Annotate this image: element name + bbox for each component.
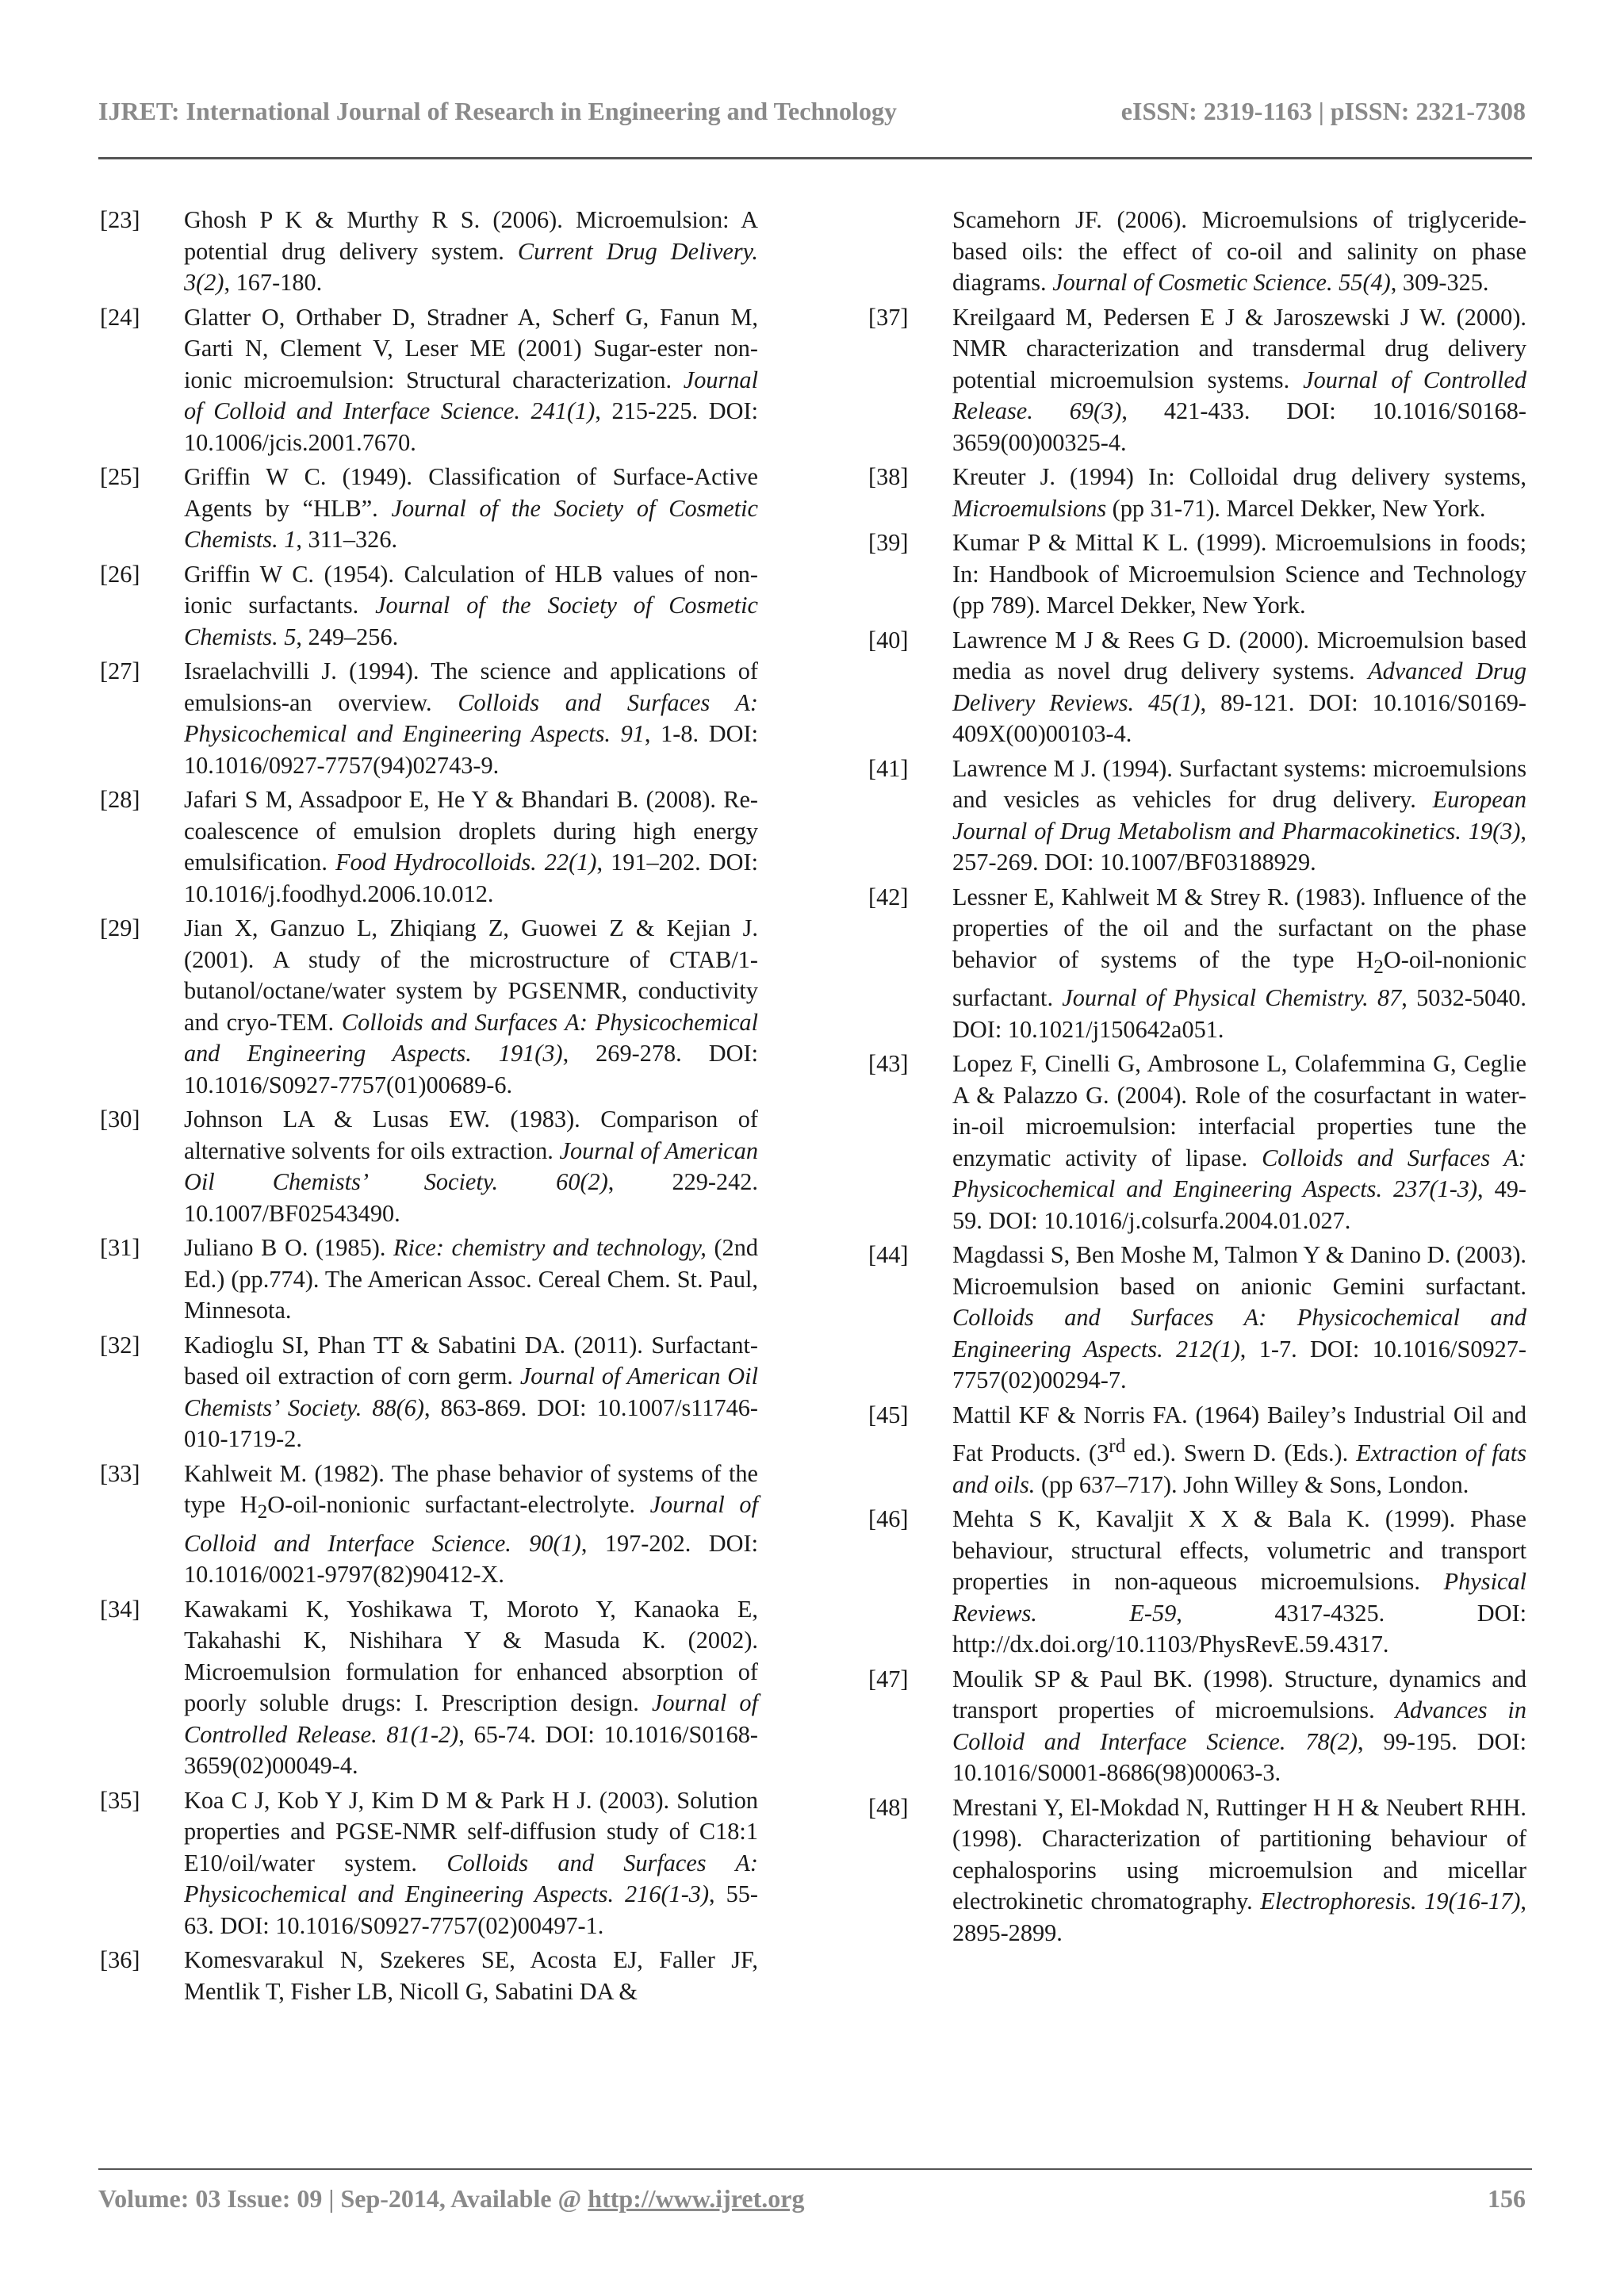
reference-36-continued: Scamehorn JF. (2006). Microemulsions of triglyceride-based oils: the effect of co-oil and salinity on phase diagrams. Journal of Cosmetic Science. 55(4), 309-325. bbox=[952, 206, 1526, 296]
reference-25: [25] Griffin W C. (1949). Classification of Surface-Active Agents by “HLB”. Journal of the Society of Cosmetic Chemists. 1, 311–326. bbox=[100, 463, 758, 553]
reference-24: [24] Glatter O, Orthaber D, Stradner A, Scherf G, Fanun M, Garti N, Clement V, Leser ME (2001) Sugar-ester non-ionic microemulsion: Structural characterization. Journal of Colloid and Interface Science. 241(1), 215-225. DOI: 10.1006/jcis.2001.7670. bbox=[100, 303, 758, 456]
reference-36: [36] Komesvarakul N, Szekeres SE, Acosta EJ, Faller JF, Mentlik T, Fisher LB, Nicoll G, Sabatini DA & bbox=[100, 1946, 758, 2005]
journal-title: IJRET: International Journal of Research in Engineering and Technology bbox=[98, 97, 897, 125]
reference-48: [48] Mrestani Y, El-Mokdad N, Ruttinger H H & Neubert RHH. (1998). Characterization of partitioning behaviour of cephalosporins using microemulsion and micellar electrokinetic chromatography. Electrophoresis. 19(16-17), 2895-2899. bbox=[868, 1793, 1526, 1946]
reference-27: [27] Israelachvilli J. (1994). The science and applications of emulsions-an overview. Colloids and Surfaces A: Physicochemical and Engineering Aspects. 91, 1-8. DOI: 10.1016/0927-7757(94)02743-9. bbox=[100, 657, 759, 779]
journal-link[interactable]: http://www.ijret.org bbox=[588, 2184, 805, 2213]
page-header bbox=[98, 97, 1526, 126]
reference-42: [42] Lessner E, Kahlweit M & Strey R. (1983). Influence of the properties of the oil and the surfactant on the phase behavior of systems of the type $H_2O-oil$-nonionic surfactant. Journal of Physical Chemistry. 87, 5032-5040. DOI: 10.1021/j150642a051. bbox=[868, 883, 1526, 1043]
reference-41: [41] Lawrence M J. (1994). Surfactant systems: microemulsions and vesicles as vehicles for drug delivery. European Journal of Drug Metabolism and Pharmacokinetics. 19(3), 257-269. DOI: 10.1007/BF03188929. bbox=[868, 754, 1526, 876]
page-number: 156 bbox=[1488, 2184, 1526, 2213]
reference-31: [31] Juliano B O. (1985). Rice: chemistry and technology, (2nd Ed.) (pp.774). The American Assoc. Cereal Chem. St. Paul, Minnesota. bbox=[100, 1234, 758, 1324]
header-rule bbox=[98, 157, 1532, 159]
reference-37: [37] Kreilgaard M, Pedersen E J & Jaroszewski J W. (2000). NMR characterization and transdermal drug delivery potential microemulsion systems. Journal of Controlled Release. 69(3), 421-433. DOI: 10.1016/S0168-3659(00)00325-4. bbox=[868, 303, 1527, 456]
reference-29: [29] Jian X, Ganzuo L, Zhiqiang Z, Guowei Z & Kejian J. (2001). A study of the microstructure of CTAB/1-butanol/octane/water system by PGSENMR, conductivity and cryo-TEM. Colloids and Surfaces A: Physicochemical and Engineering Aspects. 191(3), 269-278. DOI: 10.1016/S0927-7757(01)00689-6. bbox=[100, 914, 758, 1098]
reference-47: [47] Moulik SP & Paul BK. (1998). Structure, dynamics and transport properties of microemulsions. Advances in Colloid and Interface Science. 78(2), 99-195. DOI: 10.1016/S0001-8686(98)00063-3. bbox=[868, 1665, 1526, 1787]
reference-30: [30] Johnson LA & Lusas EW. (1983). Comparison of alternative solvents for oils extraction. Journal of American Oil Chemists’ Society. 60(2), 229-242. 10.1007/BF02543490. bbox=[100, 1106, 759, 1227]
reference-43: [43] Lopez F, Cinelli G, Ambrosone L, Colafemmina G, Ceglie A & Palazzo G. (2004). Role of the cosurfactant in water-in-oil microemulsion: interfacial properties tune the enzymatic activity of lipase. Colloids and Surfaces A: Physicochemical and Engineering Aspects. 237(1-3), 49-59. DOI: 10.1016/j.colsurfa.2004.01.027. bbox=[868, 1050, 1527, 1234]
issn: eISSN: 2319-1163 | pISSN: 2321-7308 bbox=[1120, 97, 1526, 125]
page-footer bbox=[98, 2184, 1526, 2214]
reference-40: [40] Lawrence M J & Rees G D. (2000). Microemulsion based media as novel drug delivery systems. Advanced Drug Delivery Reviews. 45(1), 89-121. DOI: 10.1016/S0169-409X(00)00103-4. bbox=[868, 626, 1526, 747]
reference-26: [26] Griffin W C. (1954). Calculation of HLB values of non-ionic surfactants. Journal of the Society of Cosmetic Chemists. 5, 249–256. bbox=[100, 560, 758, 650]
reference-23: [23] Ghosh P K & Murthy R S. (2006). Microemulsion: A potential drug delivery system. Current Drug Delivery. 3(2), 167-180. bbox=[100, 206, 759, 296]
reference-33: [33] Kahlweit M. (1982). The phase behavior of systems of the type $H_2O-oil$-nonionic surfactant-electrolyte. Journal of Colloid and Interface Science. 90(1), 197-202. DOI: 10.1016/0021-9797(82)90412-X. bbox=[100, 1459, 759, 1589]
reference-39: [39] Kumar P & Mittal K L. (1999). Microemulsions in foods; In: Handbook of Microemulsion Science and Technology (pp 789). Marcel Dekker, New York. bbox=[868, 529, 1526, 619]
right-column bbox=[868, 205, 1526, 1952]
reference-44: [44] Magdassi S, Ben Moshe M, Talmon Y & Danino D. (2003). Microemulsion based on anionic Gemini surfactant. Colloids and Surfaces A: Physicochemical and Engineering Aspects. 212(1), 1-7. DOI: 10.1016/S0927-7757(02)00294-7. bbox=[868, 1241, 1527, 1394]
reference-45: [45] Mattil KF & Norris FA. (1964) Bailey’s Industrial Oil and Fat Products. (3rd ed.). Swern D. (Eds.). Extraction of fats and oils. (pp 637–717). John Willey & Sons, London. bbox=[868, 1401, 1526, 1498]
volume-info: Volume: 03 Issue: 09 | Sep-2014, Available @ http://www.ijret.org bbox=[98, 2184, 805, 2213]
footer-rule bbox=[98, 2168, 1532, 2170]
reference-46: [46] Mehta S K, Kavaljit X X & Bala K. (1999). Phase behaviour, structural effects, volumetric and transport properties in non-aqueous microemulsions. Physical Reviews. E-59, 4317-4325. DOI: http://dx.doi.org/10.1103/PhysRevE.59.4317. bbox=[868, 1505, 1527, 1658]
reference-38: [38] Kreuter J. (1994) In: Colloidal drug delivery systems, Microemulsions (pp 31-71). Marcel Dekker, New York. bbox=[868, 463, 1526, 522]
reference-28: [28] Jafari S M, Assadpoor E, He Y & Bhandari B. (2008). Re-coalescence of emulsion droplets during high energy emulsification. Food Hydrocolloids. 22(1), 191–202. DOI: 10.1016/j.foodhyd.2006.10.012. bbox=[100, 786, 758, 907]
reference-35: [35] Koa C J, Kob Y J, Kim D M & Park H J. (2003). Solution properties and PGSE-NMR self-diffusion study of C18:1 E10/oil/water system. Colloids and Surfaces A: Physicochemical and Engineering Aspects. 216(1-3), 55-63. DOI: 10.1016/S0927-7757(02)00497-1. bbox=[100, 1786, 758, 1939]
reference-34: [34] Kawakami K, Yoshikawa T, Moroto Y, Kanaoka E, Takahashi K, Nishihara Y & Masuda K. (2002). Microemulsion formulation for enhanced absorption of poorly soluble drugs: I. Prescription design. Journal of Controlled Release. 81(1-2), 65-74. DOI: 10.1016/S0168-3659(02)00049-4. bbox=[100, 1595, 758, 1780]
reference-32: [32] Kadioglu SI, Phan TT & Sabatini DA. (2011). Surfactant-based oil extraction of corn germ. Journal of American Oil Chemists’ Society. 88(6), 863-869. DOI: 10.1007/s11746-010-1719-2. bbox=[100, 1331, 758, 1452]
left-column bbox=[100, 205, 758, 2010]
